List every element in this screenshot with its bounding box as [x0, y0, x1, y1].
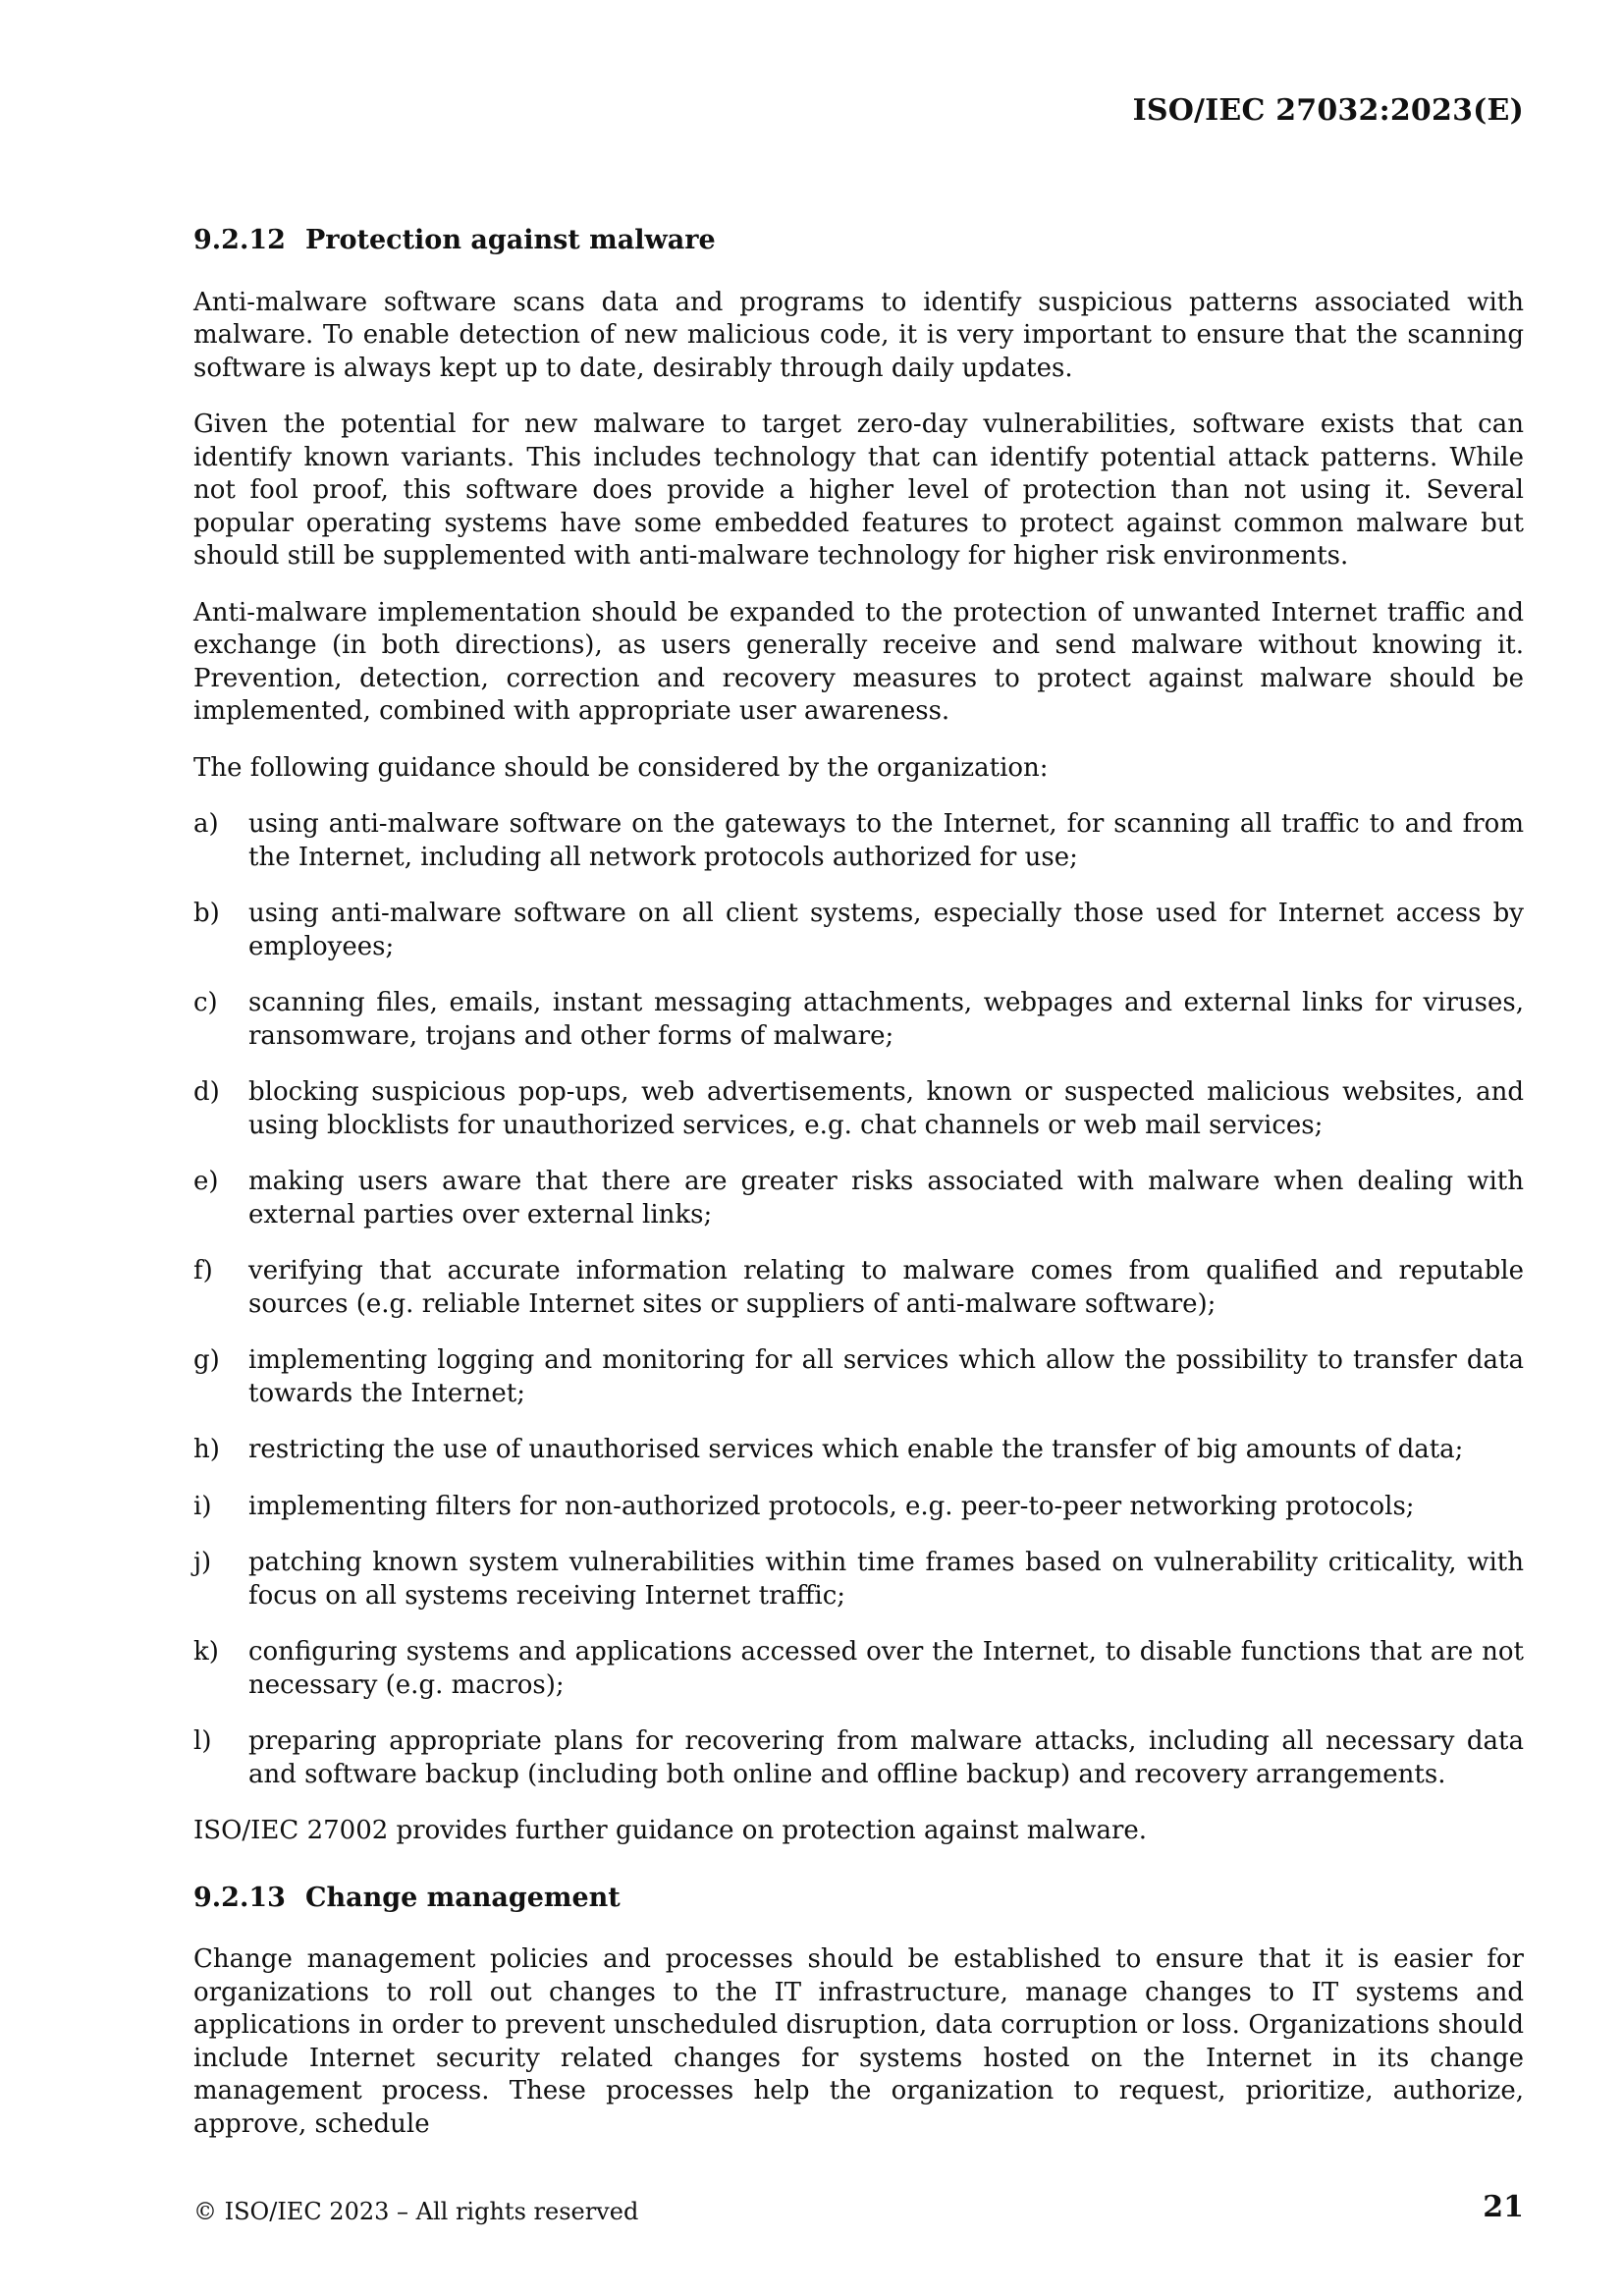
list-item: [193, 808, 1524, 874]
list-marker: d): [193, 1077, 220, 1107]
list-item: [193, 1344, 1524, 1410]
list-item-text: blocking suspicious pop-ups, web advertisements, known or suspected malicious websites, and using blocklists for unauthorized services, e.g. chat channels or web mail services;: [248, 1077, 1524, 1140]
list-item: [193, 898, 1524, 963]
list-marker: i): [193, 1491, 212, 1521]
list-item-text: verifying that accurate information relating to malware comes from qualified and reputable sources (e.g. reliable Internet sites or suppliers of anti-malware software);: [248, 1256, 1524, 1319]
list-item: [193, 1166, 1524, 1231]
section-title: Change management: [304, 1882, 621, 1913]
section-title: Protection against malware: [304, 225, 716, 255]
list-item-text: using anti-malware software on the gateways to the Internet, for scanning all traffic to and from the Internet, including all network protocols authorized for use;: [248, 809, 1524, 872]
closing-paragraph: ISO/IEC 27002 provides further guidance on protection against malware.: [193, 1816, 1148, 1845]
section-number: 9.2.13: [193, 1882, 286, 1913]
paragraph: Change management policies and processes should be established to ensure that it is easier for organizations to roll out changes to the IT infrastructure, manage changes to IT systems and applications in order to prevent unscheduled disruption, data corruption or loss. Organizations should include Internet security related changes for systems hosted on the Internet in its change management process. These processes help the organization to request, prioritize, authorize, approve, schedule: [193, 1944, 1524, 2139]
page-number: 21: [1483, 2190, 1524, 2224]
paragraph: The following guidance should be considered by the organization:: [193, 752, 1049, 783]
list-item-text: preparing appropriate plans for recovering from malware attacks, including all necessary data and software backup (including both online and offline backup) and recovery arrangements.: [248, 1726, 1524, 1789]
list-item-text: configuring systems and applications accessed over the Internet, to disable functions that are not necessary (e.g. macros);: [248, 1637, 1524, 1700]
list-marker: c): [193, 988, 218, 1017]
list-item-text: implementing logging and monitoring for all services which allow the possibility to transfer data towards the Internet;: [248, 1345, 1524, 1408]
list-item: [193, 987, 1524, 1053]
list-marker: k): [193, 1637, 219, 1667]
running-header: ISO/IEC 27032:2023(E): [1132, 93, 1524, 128]
paragraph: Anti-malware software scans data and programs to identify suspicious patterns associated with malware. To enable detection of new malicious code, it is very important to ensure that the scanning software is always kept up to date, desirably through daily updates.: [193, 287, 1524, 383]
list-item-text: making users aware that there are greater risks associated with malware when dealing with external parties over external links;: [248, 1167, 1524, 1230]
section-number: 9.2.12: [193, 225, 286, 255]
list-marker: e): [193, 1167, 219, 1196]
list-item: [193, 1636, 1524, 1702]
guidance-list: [193, 808, 1524, 1791]
section-heading-malware: [193, 224, 1524, 257]
paragraph: Given the potential for new malware to target zero-day vulnerabilities, software exists that can identify known variants. This includes technology that can identify potential attack patterns. While not fool proof, this software does provide a higher level of protection than not using it. Several popular operating systems have some embedded features to protect against common malware but should still be supplemented with anti-malware technology for higher risk environments.: [193, 410, 1524, 571]
list-marker: a): [193, 809, 219, 839]
list-marker: l): [193, 1726, 212, 1756]
list-item: [193, 1434, 1524, 1467]
page-content: [193, 224, 1524, 2164]
document-page: [193, 0, 1524, 2296]
copyright-notice: © ISO/IEC 2023 – All rights reserved: [193, 2198, 639, 2225]
list-item: [193, 1076, 1524, 1142]
list-marker: h): [193, 1435, 220, 1464]
list-item-text: patching known system vulnerabilities within time frames based on vulnerability criticality, with focus on all systems receiving Internet traffic;: [248, 1548, 1524, 1611]
paragraph: Anti-malware implementation should be expanded to the protection of unwanted Internet traffic and exchange (in both directions), as users generally receive and send malware without knowing it. Prevention, detection, correction and recovery measures to protect against malware should be implemented, combined with appropriate user awareness.: [193, 597, 1524, 726]
list-marker: j): [193, 1548, 212, 1577]
list-item-text: restricting the use of unauthorised services which enable the transfer of big amounts of data;: [248, 1435, 1464, 1464]
section-heading-change-management: [193, 1882, 1524, 1915]
list-item-text: scanning files, emails, instant messaging attachments, webpages and external links for viruses, ransomware, trojans and other forms of malware;: [248, 988, 1524, 1051]
list-item: [193, 1491, 1524, 1524]
list-item: [193, 1547, 1524, 1613]
list-marker: g): [193, 1345, 220, 1375]
list-item: [193, 1725, 1524, 1791]
list-item-text: using anti-malware software on all client systems, especially those used for Internet access by employees;: [248, 899, 1524, 961]
list-item: [193, 1255, 1524, 1321]
list-item-text: implementing filters for non-authorized protocols, e.g. peer-to-peer networking protocols;: [248, 1491, 1415, 1521]
list-marker: f): [193, 1256, 213, 1285]
list-marker: b): [193, 899, 220, 928]
